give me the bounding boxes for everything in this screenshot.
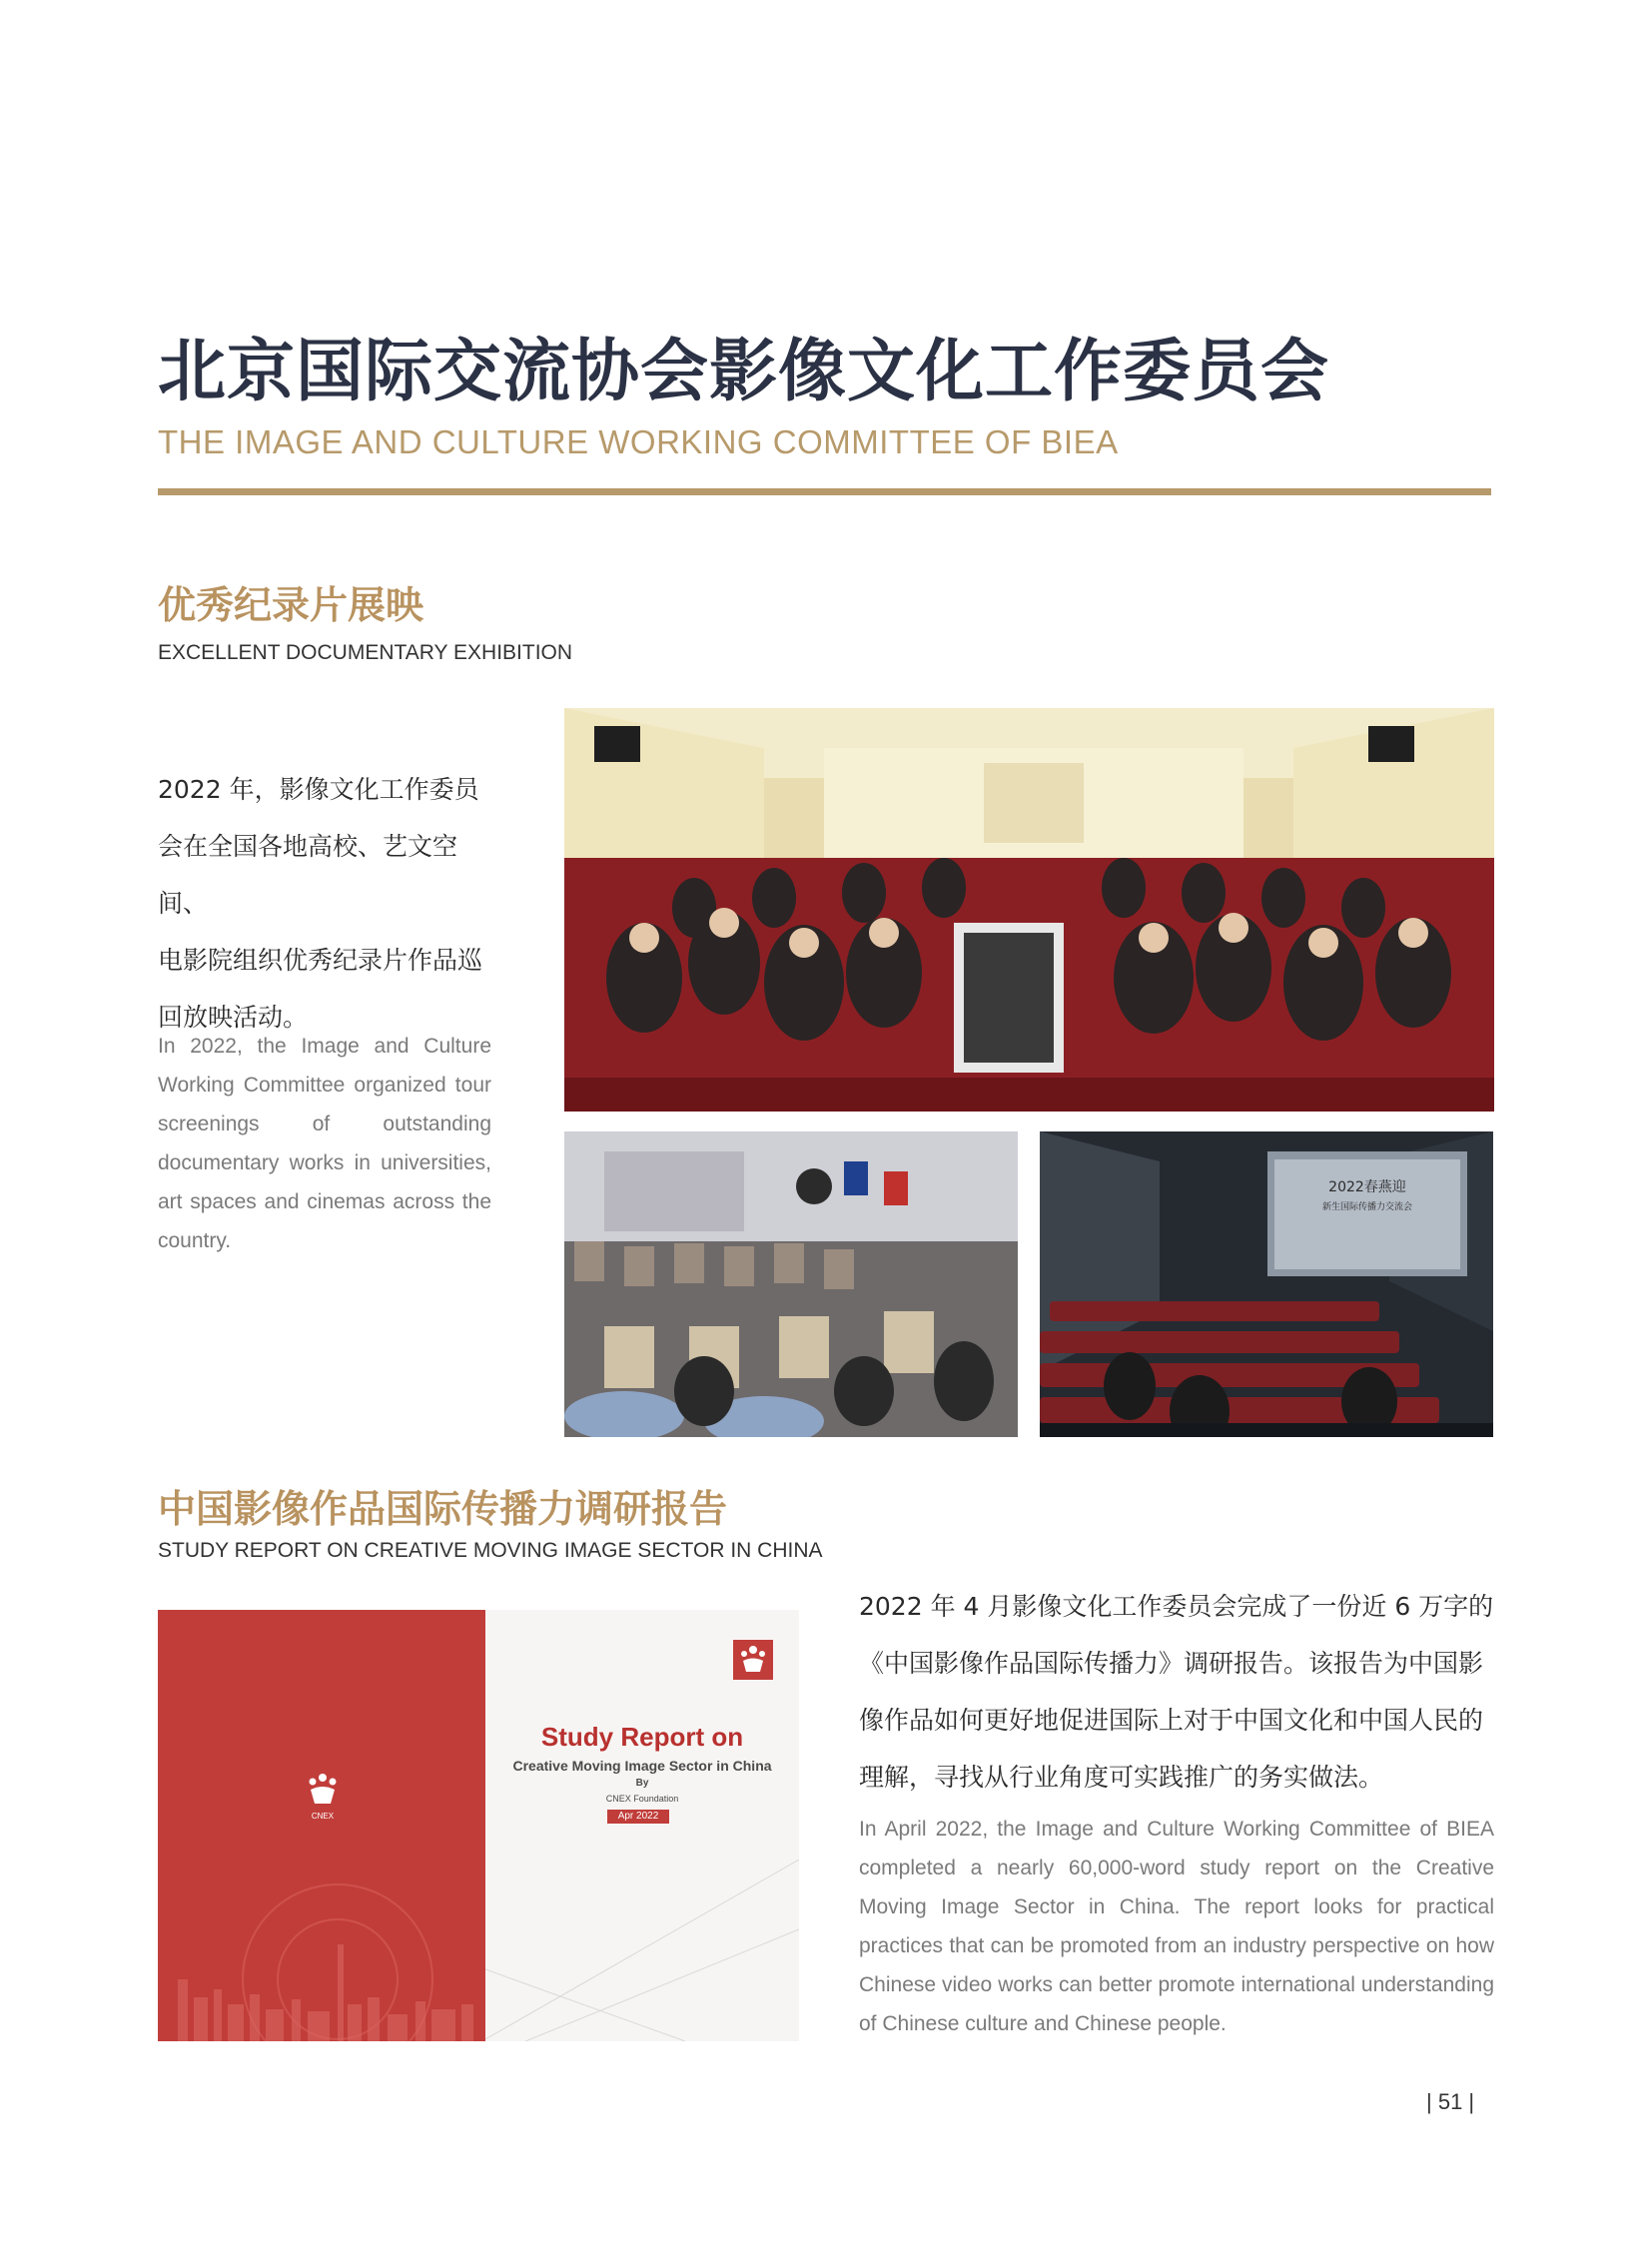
section1-body-cn-line: 2022 年，影像文化工作委员 [158, 775, 479, 804]
section1-subtitle: EXCELLENT DOCUMENTARY EXHIBITION [158, 641, 573, 664]
photo-screening-audience [564, 708, 1494, 1112]
photo-cinema-screening [1040, 1131, 1493, 1437]
section1-body-en: In 2022, the Image and Culture Working Committee organized tour screenings of outstanding documentary works in universities, art spaces and cinemas across the country. [158, 1035, 491, 1252]
page-number-value: 51 [1437, 2089, 1463, 2114]
section1-body-cn-line: 电影院组织优秀纪录片作品巡 [158, 946, 483, 975]
section1-body-cn-line: 回放映活动。 [158, 1003, 309, 1032]
report-cover-by: By [635, 1778, 649, 1789]
section2-body-cn-line: 理解，寻找从行业角度可实践推广的务实做法。 [859, 1763, 1384, 1792]
section1-title: 优秀纪录片展映 [158, 583, 424, 627]
section1-body-cn-line: 会在全国各地高校、艺文空间、 [158, 832, 458, 918]
photo-art-space-screening [564, 1131, 1018, 1437]
report-cover-red-panel [158, 1610, 485, 2041]
report-cover-subtitle: Creative Moving Image Sector in China [512, 1758, 772, 1774]
section1-body-cn [158, 761, 497, 1046]
report-cover-org: CNEX Foundation [605, 1794, 679, 1804]
cnex-logo-small-icon [733, 1640, 773, 1680]
section2-body-en: In April 2022, the Image and Culture Working Committee of BIEA completed a nearly 60,000-word study report on the Creative Moving Image Sector in China. The report looks for practical practices that can be promoted from an industry perspective on how Chinese video works can better promote international understanding of Chinese culture and Chinese people. [859, 1818, 1494, 2035]
page-subtitle: THE IMAGE AND CULTURE WORKING COMMITTEE OF BIEA [158, 423, 1119, 460]
section2-title: 中国影像作品国际传播力调研报告 [158, 1487, 728, 1531]
page-title: 北京国际交流协会影像文化工作委员会 [158, 333, 1330, 411]
page-number: | 51 | [1426, 2089, 1475, 2114]
section2-body-cn-line: 像作品如何更好地促进国际上对于中国文化和中国人民的 [859, 1706, 1484, 1735]
section2-body-cn-line: 2022 年 4 月影像文化工作委员会完成了一份近 6 万字的 [859, 1592, 1494, 1621]
section2-body-cn-line: 《中国影像作品国际传播力》调研报告。该报告为中国影 [859, 1649, 1484, 1678]
report-cover-date: Apr 2022 [607, 1810, 669, 1824]
report-cover-title: Study Report on [540, 1722, 744, 1752]
cnex-logo-small [733, 1640, 773, 1680]
section2-subtitle: STUDY REPORT ON CREATIVE MOVING IMAGE SECTOR IN CHINA [158, 1539, 823, 1562]
header-divider [158, 488, 1491, 495]
cinema-screen-title: 2022春燕迎 [1328, 1179, 1406, 1195]
section2-body-cn [859, 1578, 1494, 1806]
cnex-logo-icon [303, 1770, 343, 1810]
report-cover [158, 1610, 799, 2041]
cnex-logo-label: CNEX [311, 1812, 335, 1821]
cinema-screen-subtitle: 新生国际传播力交流会 [1321, 1202, 1413, 1212]
